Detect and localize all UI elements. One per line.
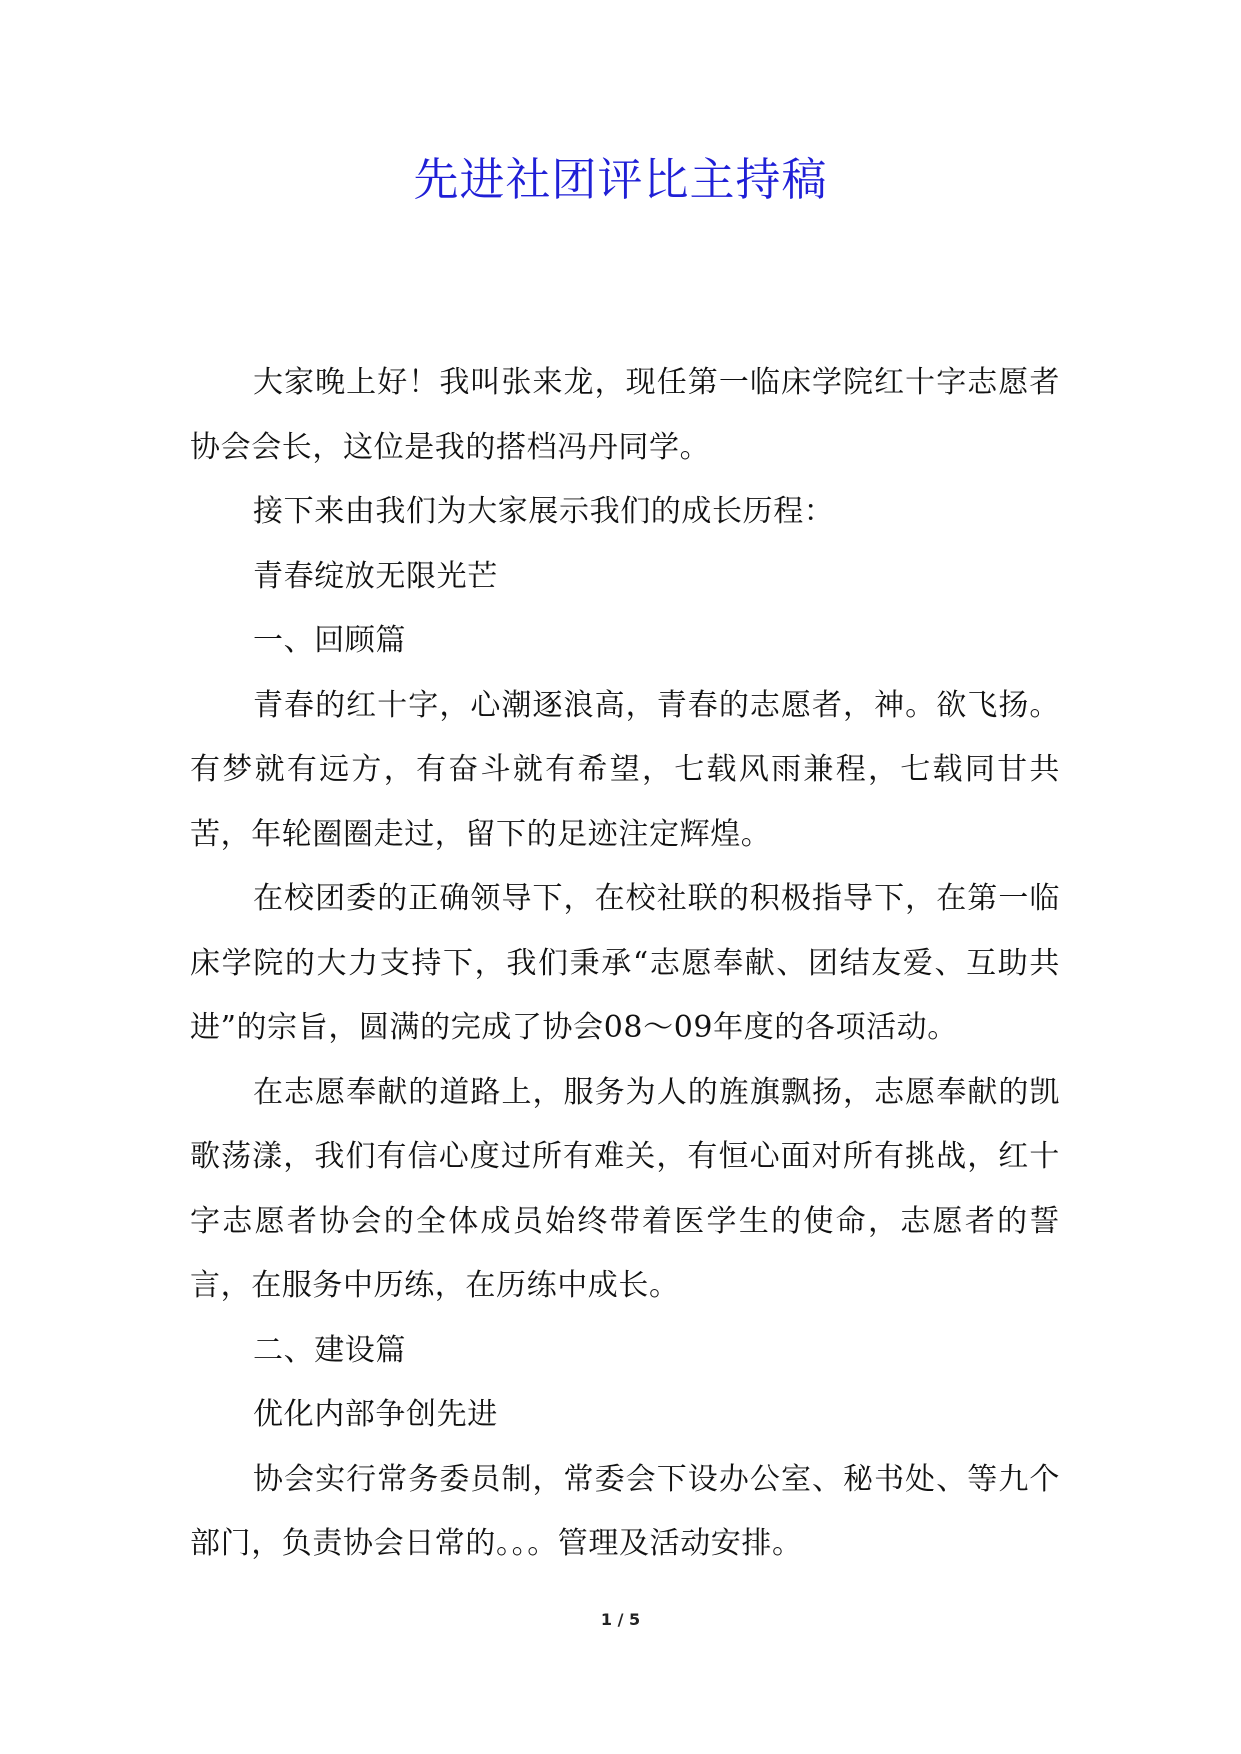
document-title: 先进社团评比主持稿 <box>413 153 828 206</box>
paragraph-intro: 接下来由我们为大家展示我们的成长历程： <box>253 494 835 529</box>
paragraph-building-subtitle: 优化内部争创先进 <box>253 1397 498 1432</box>
section-heading-review: 一、回顾篇 <box>253 623 406 658</box>
paragraph-greeting: 大家晚上好！我叫张来龙，现任第一临床学院红十字志愿者协会会长，这位是我的搭档冯丹同学。 <box>190 365 1060 465</box>
paragraph-theme: 青春绽放无限光芒 <box>253 558 498 594</box>
section-heading-building: 二、建设篇 <box>253 1332 406 1368</box>
document-body <box>190 351 1060 1577</box>
paragraph-building-1: 协会实行常务委员制，常委会下设办公室、秘书处、等九个部门，负责协会日常的。。。管理及活动安排。 <box>190 1461 1060 1561</box>
paragraph-review-3: 在志愿奉献的道路上，服务为人的旌旗飘扬，志愿奉献的凯歌荡漾，我们有信心度过所有难关，有恒心面对所有挑战，红十字志愿者协会的全体成员始终带着医学生的使命，志愿者的誓言，在服务中历练，在历练中成长。 <box>190 1074 1060 1303</box>
page-number: 1 / 5 <box>600 1610 641 1629</box>
paragraph-review-1: 青春的红十字，心潮逐浪高，青春的志愿者，神。欲飞扬。有梦就有远方，有奋斗就有希望，七载风雨兼程，七载同甘共苦，年轮圈圈走过，留下的足迹注定辉煌。 <box>190 687 1060 852</box>
paragraph-review-2: 在校团委的正确领导下，在校社联的积极指导下，在第一临床学院的大力支持下，我们秉承“志愿奉献、团结友爱、互助共进”的宗旨，圆满的完成了协会08～09年度的各项活动。 <box>190 881 1060 1045</box>
